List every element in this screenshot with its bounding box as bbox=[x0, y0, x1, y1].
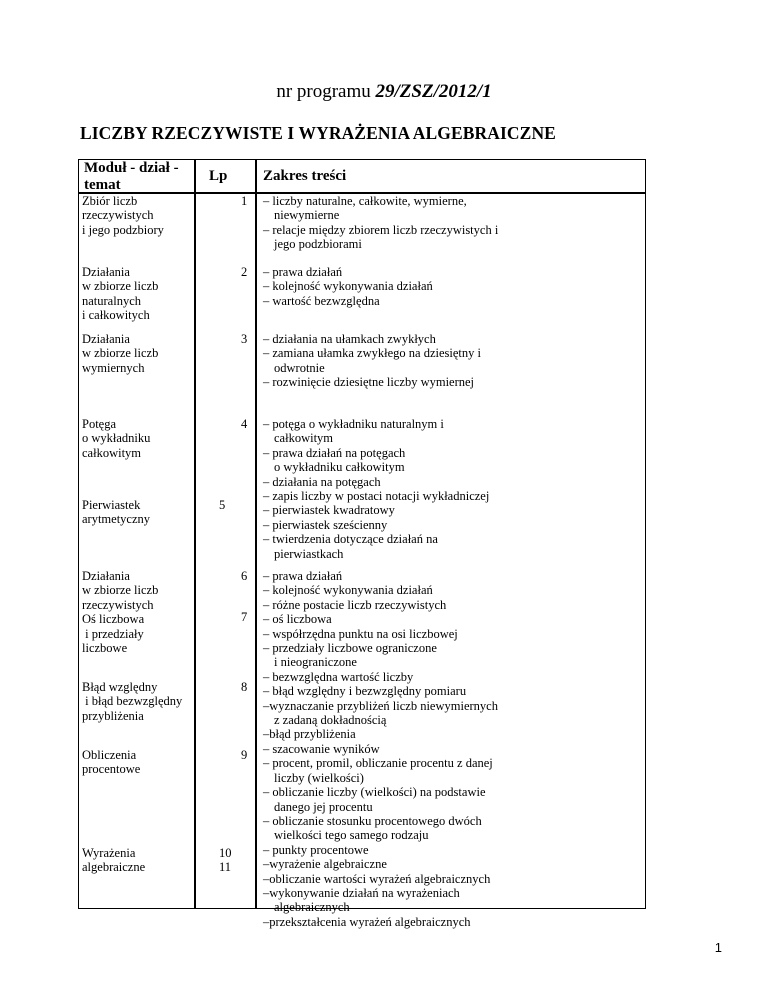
lp-number: 11 bbox=[219, 860, 232, 874]
document-title: LICZBY RZECZYWISTE I WYRAŻENIA ALGEBRAICZNE bbox=[80, 123, 556, 143]
lp-number: 7 bbox=[241, 610, 248, 624]
column-divider bbox=[255, 160, 257, 908]
program-code: 29/ZSZ/2012/1 bbox=[375, 81, 492, 102]
lp-number: 3 bbox=[241, 332, 248, 346]
scope-cell: – potęga o wykładniku naturalnym i całkowitym – prawa działań na potęgach o wykładniku całkowitym – działania na potęgach – zapis liczby w postaci notacji wykładniczej – pierwiastek kwadratowy – pierwiastek sześcienny – twierdzenia dotyczące działań na pierwiastkach bbox=[263, 417, 490, 561]
scope-cell: – działania na ułamkach zwykłych – zamiana ułamka zwykłego na dziesiętny i odwrotnie – rozwinięcie dziesiętne liczby wymiernej bbox=[263, 332, 481, 390]
module-cell: Zbiór liczb rzeczywistych i jego podzbiory bbox=[82, 194, 164, 237]
lp-number: 4 bbox=[241, 417, 248, 431]
column-divider bbox=[194, 160, 196, 908]
module-cell: Błąd względny i błąd bezwzględny przybliżenia bbox=[82, 680, 183, 723]
lp-number: 1 bbox=[241, 194, 248, 208]
header-module: Moduł - dział - temat bbox=[84, 160, 179, 193]
lp-number: 2 bbox=[241, 265, 248, 279]
module-cell: Działania w zbiorze liczb rzeczywistych Oś liczbowa i przedziały liczbowe bbox=[82, 569, 159, 656]
program-prefix: nr programu bbox=[276, 81, 376, 102]
program-number-line bbox=[0, 81, 768, 103]
module-cell: Pierwiastek arytmetyczny bbox=[82, 498, 151, 527]
module-cell: Potęga o wykładniku całkowitym bbox=[82, 417, 151, 460]
header-lp: Lp bbox=[209, 168, 228, 184]
header-scope: Zakres treści bbox=[263, 168, 347, 184]
lp-number: 6 bbox=[241, 569, 248, 583]
lp-number: 9 bbox=[241, 748, 248, 762]
scope-cell: – liczby naturalne, całkowite, wymierne, niewymierne – relacje między zbiorem liczb rzeczywistych i jego podzbiorami bbox=[263, 194, 499, 252]
lp-number: 8 bbox=[241, 680, 248, 694]
module-cell: Działania w zbiorze liczb wymiernych bbox=[82, 332, 159, 375]
lp-number: 5 bbox=[219, 498, 226, 512]
curriculum-table bbox=[78, 159, 646, 929]
lp-number: 10 bbox=[219, 846, 232, 860]
module-cell: Obliczenia procentowe bbox=[82, 748, 141, 777]
scope-cell: – prawa działań – kolejność wykonywania działań – wartość bezwzględna bbox=[263, 265, 433, 308]
module-cell: Działania w zbiorze liczb naturalnych i całkowitych bbox=[82, 265, 159, 323]
page-number: 1 bbox=[714, 940, 722, 955]
scope-cell: – prawa działań – kolejność wykonywania działań – różne postacie liczb rzeczywistych – oś liczbowa – współrzędna punktu na osi liczbowej – przedziały liczbowe ograniczone i nieograniczone – bezwzględna wartość liczby – błąd względny i bezwzględny pomiaru –wyznaczanie przybliżeń liczb niewymiernych z zadaną dokładnością –błąd przybliżenia – szacowanie wyników – procent, promil, obliczanie procentu z danej liczby (wielkości) – obliczanie liczby (wielkości) na podstawie danego jej procentu – obliczanie stosunku procentowego dwóch wielkości tego samego rodzaju – punkty procentowe –wyrażenie algebraiczne –obliczanie wartości wyrażeń algebraicznych –wykonywanie działań na wyrażeniach algebraicznych –przekształcenia wyrażeń algebraicznych bbox=[263, 569, 498, 929]
module-cell: Wyrażenia algebraiczne bbox=[82, 846, 146, 875]
